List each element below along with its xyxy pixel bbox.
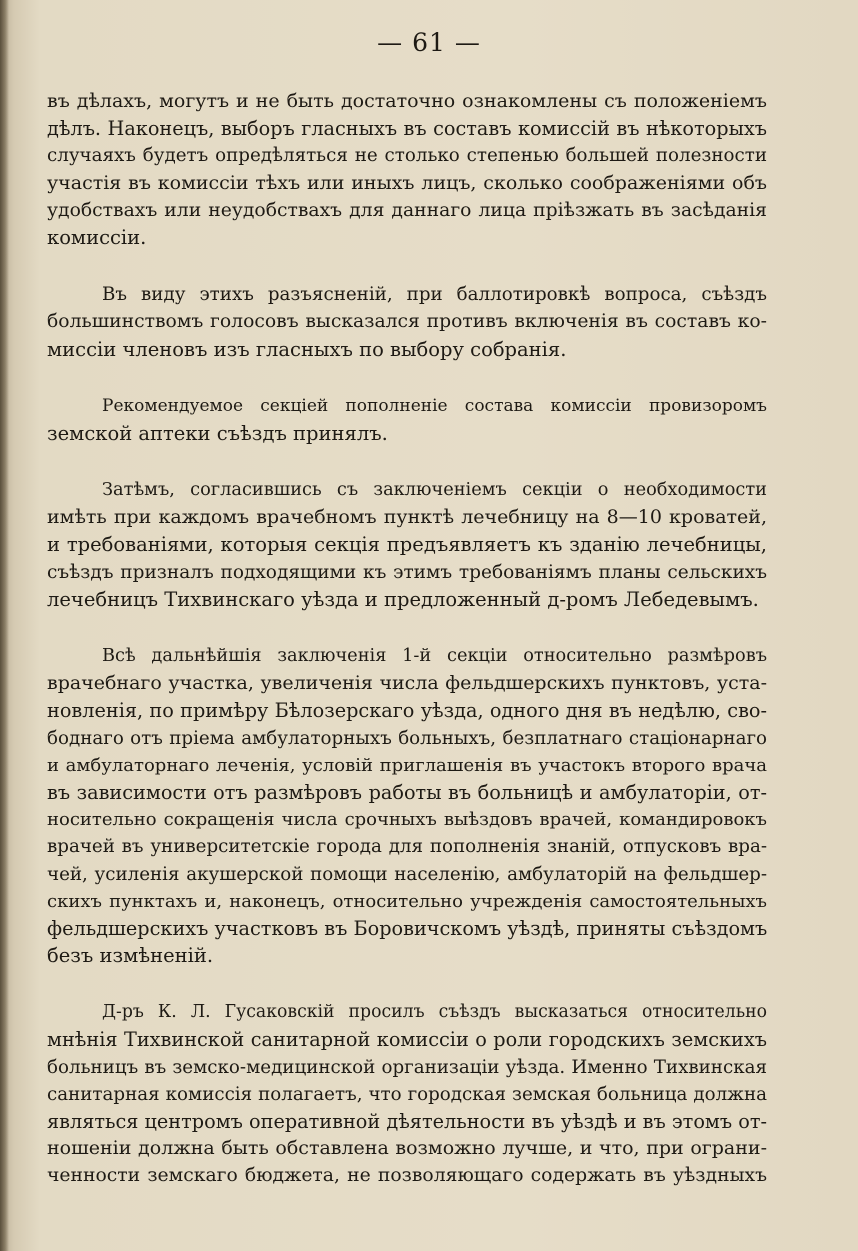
text-line: Рекомендуемое секцiей пополненiе состава комиссiи провизоромъ [102, 395, 767, 416]
text-line: мнѣнiя Тихвинской санитарной комиссiи о роли городскихъ земскихъ [47, 1028, 767, 1052]
text-line: комиссiи. [47, 225, 147, 249]
text-line: являться центромъ оперативной дѣятельности въ уѣздѣ и въ этомъ от- [47, 1110, 767, 1133]
text-line: врачебнаго участка, увеличенiя числа фельдшерскихъ пунктовъ, уста- [47, 672, 767, 695]
text-line: лечебницъ Тихвинскаго уѣзда и предложенный д-ромъ Лебедевымъ. [47, 587, 759, 611]
text-line: удобствахъ или неудобствахъ для даннаго лица прiѣзжать въ засѣданiя [47, 199, 767, 221]
text-line: скихъ пунктахъ и, наконецъ, относительно учрежденiя самостоятельныхъ [47, 890, 767, 912]
text-line: Всѣ дальнѣйшiя заключенiя 1-й секцiи относительно размѣровъ [102, 646, 767, 666]
text-line: ченности земскаго бюджета, не позволяющаго содержать въ уѣздныхъ [47, 1165, 767, 1187]
text-line: съѣздъ призналъ подходящими къ этимъ требованiямъ планы сельскихъ [47, 561, 767, 583]
text-line: миссiи членовъ изъ гласныхъ по выбору собранiя. [47, 337, 567, 361]
text-line: земской аптеки съѣздъ принялъ. [47, 421, 388, 445]
text-line: въ зависимости отъ размѣровъ работы въ больницѣ и амбулаторiи, от- [47, 780, 767, 804]
text-line: ношенiи должна быть обставлена возможно лучше, и что, при ограни- [47, 1137, 767, 1160]
text-line: санитарная комиссiя полагаетъ, что городская земская больница должна [47, 1083, 767, 1105]
text-line: и амбулаторнаго леченiя, условiй приглашенiя въ участокъ второго врача [47, 754, 767, 776]
paragraph [47, 88, 767, 251]
text-line: и требованiями, которыя секцiя предъявляетъ къ зданiю лечебницы, [47, 533, 767, 557]
binding-edge [0, 0, 9, 1251]
text-line: больницъ въ земско-медицинской организацiи уѣзда. Именно Тихвинская [47, 1056, 767, 1078]
text-line: фельдшерскихъ участковъ въ Боровичскомъ уѣздѣ, приняты съѣздомъ [47, 916, 768, 940]
text-line: имѣть при каждомъ врачебномъ пунктѣ лечебницу на 8—10 кроватей, [47, 506, 767, 529]
paragraph [47, 393, 767, 447]
text-line: Въ виду этихъ разъясненiй, при баллотировкѣ вопроса, съѣздъ [102, 284, 767, 306]
text-line: безъ измѣненiй. [47, 944, 214, 968]
text-line: Д-ръ К. Л. Гусаковскiй просилъ съѣздъ высказаться относительно [102, 1002, 767, 1023]
paragraph [47, 999, 767, 1189]
text-line: боднаго отъ прiема амбулаторныхъ больныхъ, безплатнаго стацiонарнаго [47, 727, 767, 749]
text-line: носительно сокращенiя числа срочныхъ выѣздовъ врачей, командировокъ [47, 809, 767, 831]
page-number: — 61 — [377, 28, 481, 57]
text-line: чей, усиленiя акушерской помощи населенiю, амбулаторiй на фельдшер- [47, 863, 767, 885]
text-line: случаяхъ будетъ опредѣляться не столько степенью большей полезности [47, 145, 767, 167]
paragraph [47, 477, 767, 613]
text-line: большинствомъ голосовъ высказался противъ включенiя въ составъ ко- [47, 311, 767, 333]
page-text [47, 88, 767, 1220]
text-line: въ дѣлахъ, могутъ и не быть достаточно ознакомлены съ положенiемъ [47, 90, 767, 112]
text-line: врачей въ университетскiе города для пополненiя знанiй, отпусковъ вра- [47, 836, 767, 858]
text-line: новленiя, по примѣру Бѣлозерскаго уѣзда, одного дня въ недѣлю, сво- [47, 699, 767, 723]
text-line: участiя въ комиссiи тѣхъ или иныхъ лицъ, сколько соображенiями объ [47, 171, 767, 194]
text-line: дѣлъ. Наконецъ, выборъ гласныхъ въ составъ комиссiй въ нѣкоторыхъ [47, 117, 767, 141]
paragraph [47, 281, 767, 363]
paragraph [47, 643, 767, 969]
text-line: Затѣмъ, согласившись съ заключенiемъ секцiи о необходимости [102, 480, 767, 501]
